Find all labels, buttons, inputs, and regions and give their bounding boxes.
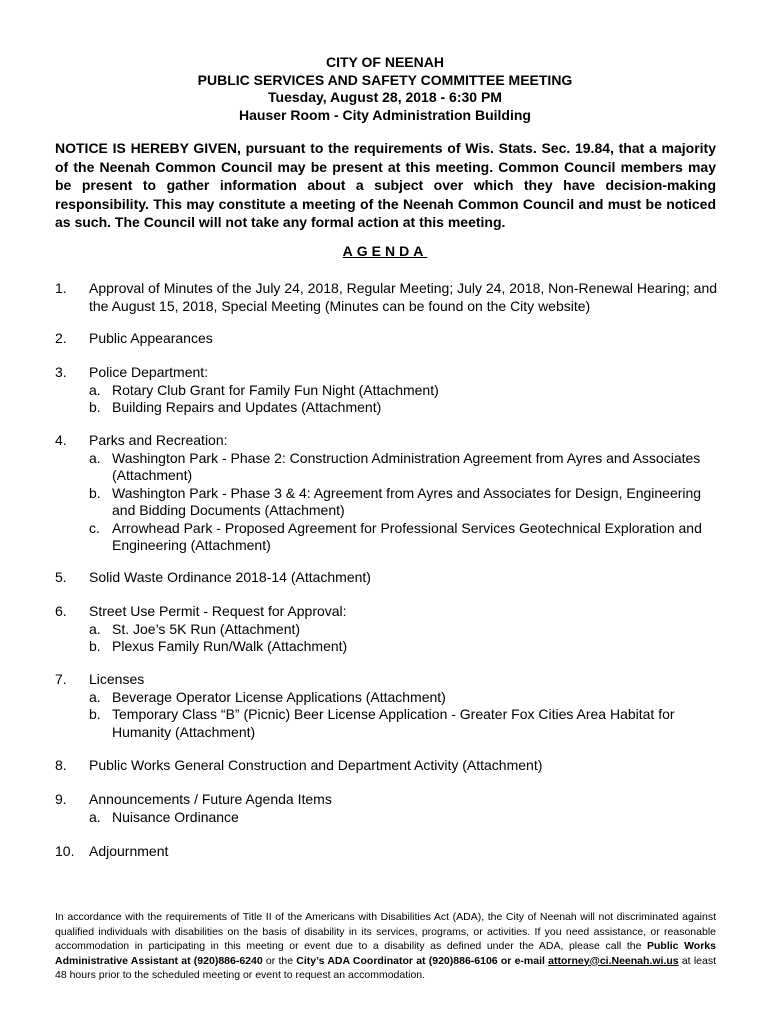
- public-notice: NOTICE IS HEREBY GIVEN, pursuant to the requirements of Wis. Stats. Sec. 19.84, that a majority of the Neenah Common Council may be present at this meeting. Common Council members may be present to gather information about a subject over which they have decision-making responsibility. This may constitute a meeting of the Neenah Common Council and must be noticed as such. The Council will not take any formal action at this meeting.: [55, 140, 716, 231]
- item-number: 10.: [55, 843, 75, 859]
- sub-item-letter: b.: [89, 638, 101, 654]
- item-number: 8.: [55, 757, 67, 773]
- ada-notice: [55, 910, 716, 983]
- item-text: Public Appearances: [89, 330, 213, 346]
- meeting-datetime: Tuesday, August 28, 2018 - 6:30 PM: [268, 89, 502, 105]
- sub-item-letter: c.: [89, 519, 100, 536]
- item-number: 7.: [55, 671, 67, 687]
- item-number: 3.: [55, 364, 67, 380]
- item-number: 9.: [55, 791, 67, 807]
- sub-item-text: Plexus Family Run/Walk (Attachment): [112, 638, 348, 654]
- sub-item-text: Building Repairs and Updates (Attachment): [112, 399, 382, 415]
- item-number: 5.: [55, 569, 67, 585]
- item-text: Approval of Minutes of the July 24, 2018, Regular Meeting; July 24, 2018, Non-Renewal Hearing; and the August 15, 2018, Special Meeting (Minutes can be found on the City website): [89, 280, 718, 314]
- ada-notice-text: In accordance with the requirements of Title II of the Americans with Disabilities Act (ADA), the City of Neenah will not discriminated against qualified individuals with disabilities on the basis of disability in its services, programs, or activities. If you need assistance, or reasonable accommodation in participating in this meeting or event due to a disability as defined under the ADA, please call the: [55, 911, 716, 952]
- sub-item-text: Beverage Operator License Applications (Attachment): [112, 688, 446, 705]
- sub-item: [89, 621, 719, 639]
- sub-item-text: Rotary Club Grant for Family Fun Night (Attachment): [112, 381, 439, 398]
- ada-coordinator-contact: City’s ADA Coordinator at (920)886-6106 or e-mail: [296, 954, 545, 967]
- sub-item-letter: b.: [89, 399, 101, 415]
- sub-item: [89, 809, 719, 827]
- sub-item: [89, 382, 719, 400]
- item-number: 1.: [55, 280, 67, 296]
- sub-item-letter: a.: [89, 688, 101, 705]
- sub-item-letter: a.: [89, 620, 101, 637]
- email-link[interactable]: attorney@ci.Neenah.wi.us: [548, 954, 679, 967]
- committee-name: PUBLIC SERVICES AND SAFETY COMMITTEE MEETING: [197, 71, 573, 88]
- sub-item: [89, 706, 719, 741]
- sub-item: [89, 689, 719, 707]
- sub-item-letter: b.: [89, 706, 101, 722]
- ada-notice-connector: or the: [262, 954, 297, 967]
- sub-item-letter: a.: [89, 381, 101, 398]
- sub-item: [89, 450, 719, 485]
- item-number: 4.: [55, 432, 67, 448]
- sub-item-text: Washington Park - Phase 3 & 4: Agreement from Ayres and Associates for Design, Engineering and Bidding Documents (Attachment): [112, 484, 702, 518]
- sub-item-letter: a.: [89, 449, 101, 466]
- sub-item: [89, 399, 719, 417]
- item-number: 2.: [55, 330, 67, 346]
- public-works-contact: Public Works Administrative Assistant at (920)886-6240: [55, 940, 716, 967]
- sub-item-text: St. Joe’s 5K Run (Attachment): [112, 620, 301, 637]
- city-name: CITY OF NEENAH: [326, 54, 444, 70]
- item-number: 6.: [55, 603, 67, 619]
- item-text: Solid Waste Ordinance 2018-14 (Attachment): [89, 569, 371, 585]
- sub-item: [89, 638, 719, 656]
- item-text: Public Works General Construction and Department Activity (Attachment): [89, 757, 543, 773]
- sub-item-text: Temporary Class “B” (Picnic) Beer License Application - Greater Fox Cities Area Habitat for Humanity (Attachment): [112, 706, 675, 740]
- sub-item-text: Arrowhead Park - Proposed Agreement for Professional Services Geotechnical Exploration and Engineering (Attachment): [112, 519, 702, 553]
- item-text: Licenses: [89, 671, 145, 687]
- sub-item: [89, 485, 719, 520]
- meeting-header: [0, 54, 770, 124]
- sub-item-letter: b.: [89, 484, 101, 501]
- item-text: Street Use Permit - Request for Approval:: [89, 603, 347, 619]
- sub-item-text: Washington Park - Phase 2: Construction Administration Agreement from Ayres and Associates (Attachment): [112, 449, 701, 483]
- ada-notice-closing: at least 48 hours prior to the scheduled meeting or event to request an accommodation.: [55, 954, 716, 981]
- agenda-title: AGENDA: [342, 243, 428, 259]
- item-text: Adjournment: [89, 843, 169, 859]
- sub-item-letter: a.: [89, 808, 101, 825]
- item-text: Parks and Recreation:: [89, 432, 228, 448]
- sub-item: [89, 520, 719, 555]
- meeting-location: Hauser Room - City Administration Building: [239, 106, 531, 123]
- item-text: Announcements / Future Agenda Items: [89, 791, 332, 807]
- sub-item-text: Nuisance Ordinance: [112, 808, 239, 825]
- item-text: Police Department:: [89, 364, 209, 380]
